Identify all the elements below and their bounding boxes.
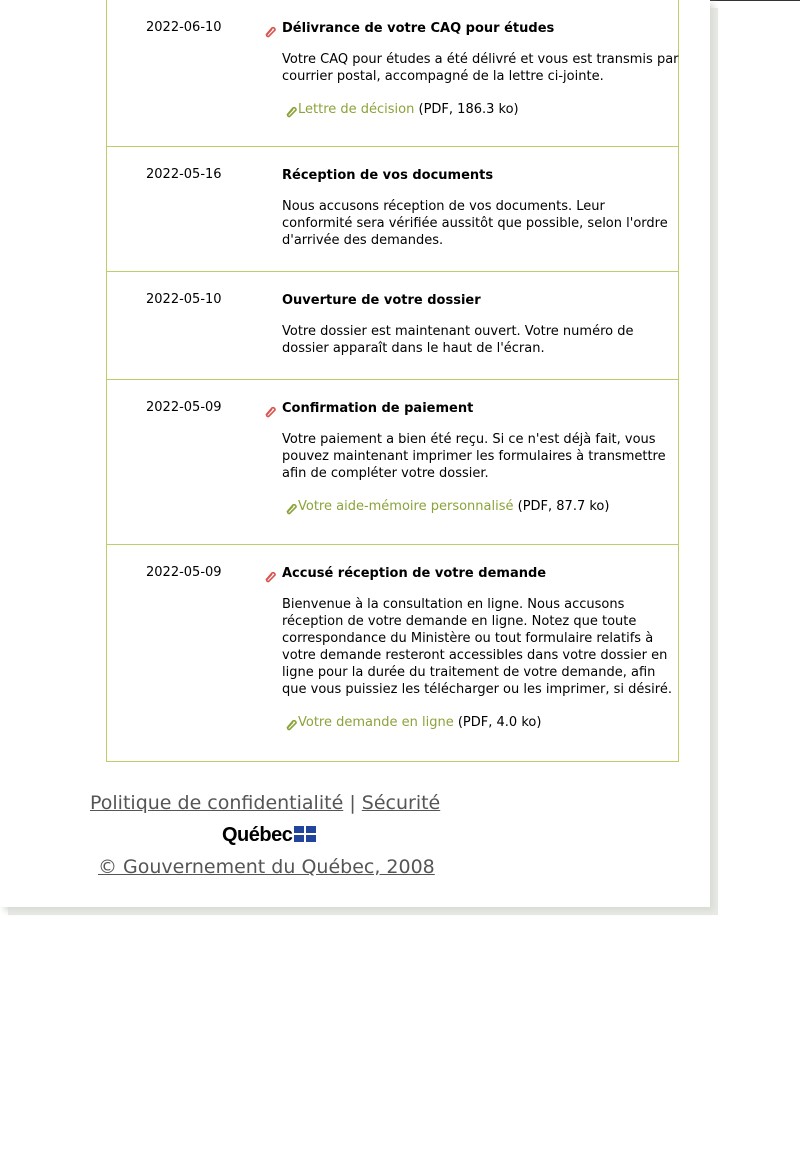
quebec-logo [222, 824, 316, 847]
security-link[interactable]: Sécurité [361, 792, 441, 814]
history-entry [107, 545, 678, 762]
paperclip-icon [284, 104, 298, 118]
entry-description: Votre dossier est maintenant ouvert. Votre numéro de dossier apparaît dans le haut de l'écran. [282, 324, 634, 356]
history-entry [107, 147, 678, 272]
history-entry [107, 0, 678, 147]
entry-title: Délivrance de votre CAQ pour études [282, 21, 555, 36]
entry-description: Votre paiement a bien été reçu. Si ce n'est déjà fait, vous pouvez maintenant imprimer les formulaires à transmettre afin de compléter votre dossier. [282, 432, 666, 481]
entry-date: 2022-05-09 [146, 565, 222, 580]
paperclip-icon [263, 24, 277, 38]
paperclip-icon [284, 501, 298, 515]
paperclip-icon [284, 717, 298, 731]
logo-wordmark: Québec [222, 824, 293, 846]
fleurdelise-flag-icon [294, 826, 316, 842]
attachment-meta: (PDF, 186.3 ko) [414, 102, 519, 117]
decision-letter-link[interactable]: Lettre de décision [298, 102, 415, 117]
entry-title: Ouverture de votre dossier [282, 293, 481, 308]
paperclip-icon [263, 404, 277, 418]
entry-description: Votre CAQ pour études a été délivré et vous est transmis par courrier postal, accompagné de la lettre ci-jointe. [282, 52, 679, 84]
entry-date: 2022-06-10 [146, 20, 222, 35]
entry-attachment [282, 101, 679, 118]
footer-links [90, 792, 460, 820]
entry-title: Accusé réception de votre demande [282, 566, 547, 581]
entry-description: Nous accusons réception de vos documents. Leur conformité sera vérifiée aussitôt que possible, selon l'ordre d'arrivée des demandes. [282, 199, 668, 248]
entry-date: 2022-05-09 [146, 400, 222, 415]
footer-separator: | [349, 792, 356, 814]
paperclip-icon [263, 569, 277, 583]
privacy-policy-link[interactable]: Politique de confidentialité [90, 792, 344, 814]
entry-date: 2022-05-10 [146, 292, 222, 307]
online-request-link[interactable]: Votre demande en ligne [298, 715, 454, 730]
entry-date: 2022-05-16 [146, 167, 222, 182]
entry-description: Bienvenue à la consultation en ligne. Nous accusons réception de votre demande en ligne. Notez que toute correspondance du Ministère ou tout formulaire relatifs à votre demande resteront accessibles dans votre dossier en ligne pour la durée du traitement de votre demande, afin que vous puissiez les télécharger ou les imprimer, si désiré. [282, 597, 672, 697]
attachment-meta: (PDF, 4.0 ko) [453, 715, 542, 730]
copyright-link[interactable]: © Gouvernement du Québec, 2008 [98, 856, 435, 878]
reminder-link[interactable]: Votre aide-mémoire personnalisé [298, 499, 514, 514]
entry-attachment [282, 714, 679, 731]
history-entry [107, 272, 678, 380]
entry-title: Confirmation de paiement [282, 401, 474, 416]
entry-title: Réception de vos documents [282, 168, 494, 183]
page-footer [90, 792, 460, 878]
history-entry [107, 380, 678, 545]
attachment-meta: (PDF, 87.7 ko) [513, 499, 610, 514]
entry-attachment [282, 498, 679, 515]
dossier-history-timeline [106, 0, 679, 762]
